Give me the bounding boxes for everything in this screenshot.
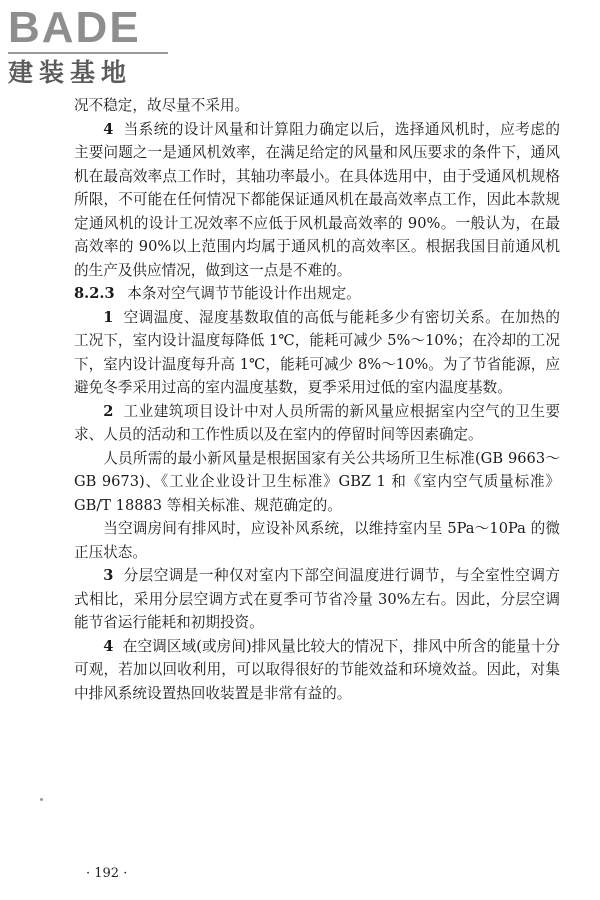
paragraph-item-2 — [74, 400, 560, 447]
item-text: 空调温度、湿度基数取值的高低与能耗多少有密切关系。在加热的工况下，室内设计温度每降低 1℃，能耗可减少 5%～10%；在冷却的工况下，室内设计温度每升高 1℃，能耗可减少 8%～10%。为了节省能源，应避免冬季采用过高的室内温度基数，夏季采用过低的室内温度基数。 — [74, 308, 560, 396]
item-text: 当系统的设计风量和计算阻力确定以后，选择通风机时，应考虑的主要问题之一是通风机效率，在满足给定的风量和风压要求的条件下，通风机在最高效率点工作时，其轴功率最小。在具体选用中，由于受通风机规格所限，不可能在任何情况下都能保证通风机在最高效率点工作，因此本款规定通风机的设计工况效率不应低于风机最高效率的 90%。一般认为，在最高效率的 90%以上范围内均属于通风机的高效率区。根据我国目前通风机的生产及供应情况，做到这一点是不难的。 — [74, 120, 560, 279]
site-logo — [8, 3, 176, 88]
section-text: 本条对空气调节节能设计作出规定。 — [127, 285, 361, 302]
item-number: 3 — [103, 567, 114, 584]
scan-speck — [40, 798, 43, 801]
paragraph-exhaust-makeup: 当空调房间有排风时，应设补风系统，以维持室内呈 5Pa～10Pa 的微正压状态。 — [74, 520, 560, 561]
item-number: 4 — [103, 120, 114, 138]
item-number: 4 — [103, 637, 114, 655]
paragraph-continuation: 况不稳定，故尽量不采用。 — [74, 97, 250, 114]
logo-divider — [8, 52, 168, 54]
paragraph-item-4b — [74, 635, 560, 706]
item-text: 在空调区域(或房间)排风量比较大的情况下，排风中所含的能量十分可观，若加以回收利用，可以取得很好的节能效益和环境效益。因此，对集中排风系统设置热回收装置是非常有益的。 — [74, 637, 560, 702]
paragraph-item-4 — [74, 118, 560, 283]
page-number: · 192 · — [86, 866, 128, 881]
paragraph-fresh-air-standards: 人员所需的最小新风量是根据国家有关公共场所卫生标准(GB 9663～GB 9673)、《工业企业设计卫生标准》GBZ 1 和《室内空气质量标准》GB/T 18883 等相关标准、规范确定的。 — [74, 449, 560, 514]
logo-wordmark: BADE — [8, 3, 141, 52]
item-text: 工业建筑项目设计中对人员所需的新风量应根据室内空气的卫生要求、人员的活动和工作性质以及在室内的停留时间等因素确定。 — [74, 402, 560, 443]
item-text: 分层空调是一种仅对室内下部空间温度进行调节，与全室性空调方式相比，采用分层空调方式在夏季可节省冷量 30%左右。因此，分层空调能节省运行能耗和初期投资。 — [74, 567, 560, 631]
item-number: 1 — [103, 308, 114, 326]
section-heading — [74, 282, 560, 306]
logo-subtitle: 建装基地 — [8, 58, 133, 87]
item-number: 2 — [103, 402, 114, 420]
page-body — [74, 94, 560, 705]
paragraph-item-3 — [74, 564, 560, 635]
section-number: 8.2.3 — [74, 285, 115, 302]
paragraph-item-1 — [74, 306, 560, 400]
